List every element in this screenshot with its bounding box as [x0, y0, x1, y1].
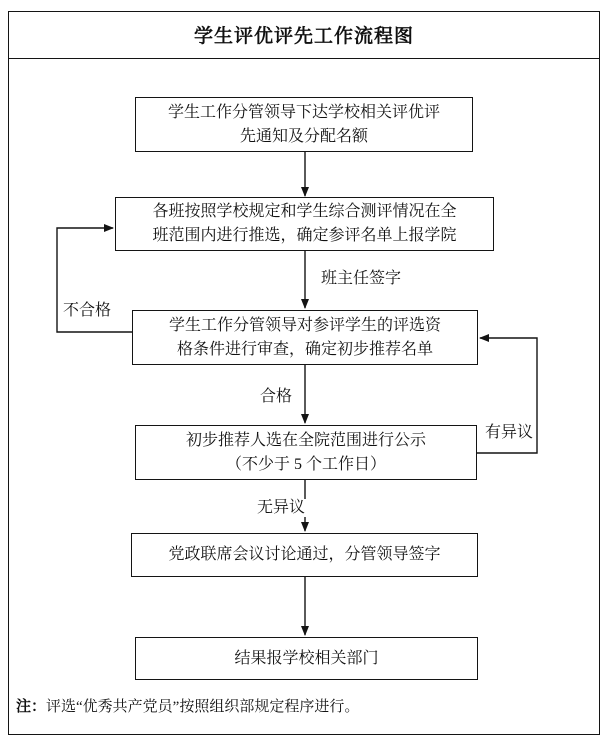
flow-node-report-results: 结果报学校相关部门 [135, 637, 478, 680]
footnote [16, 698, 359, 716]
footnote-prefix: 注： [16, 699, 47, 715]
flow-node-issue-notice: 学生工作分管领导下达学校相关评优评 先通知及分配名额 [135, 97, 473, 152]
title-bar [8, 11, 600, 59]
edge-label-no-objection: 无异议 [257, 499, 306, 516]
edge-label-objection: 有异议 [485, 424, 534, 441]
flow-node-qualification-review: 学生工作分管领导对参评学生的评选资 格条件进行审查，确定初步推荐名单 [132, 310, 478, 365]
edge-label-teacher-sign: 班主任签字 [321, 270, 402, 287]
edge-label-qualified: 合格 [260, 388, 293, 405]
footnote-text: 评选“优秀共产党员”按照组织部规定程序进行。 [46, 699, 360, 715]
edge-label-unqualified: 不合格 [63, 302, 112, 319]
flow-node-class-selection: 各班按照学校规定和学生综合测评情况在全 班范围内进行推选，确定参评名单上报学院 [115, 197, 494, 251]
flow-node-joint-meeting-approval: 党政联席会议讨论通过，分管领导签字 [131, 533, 478, 577]
flow-node-public-announcement: 初步推荐人选在全院范围进行公示 （不少于 5 个工作日） [135, 425, 477, 480]
page-title: 学生评优评先工作流程图 [193, 26, 414, 47]
